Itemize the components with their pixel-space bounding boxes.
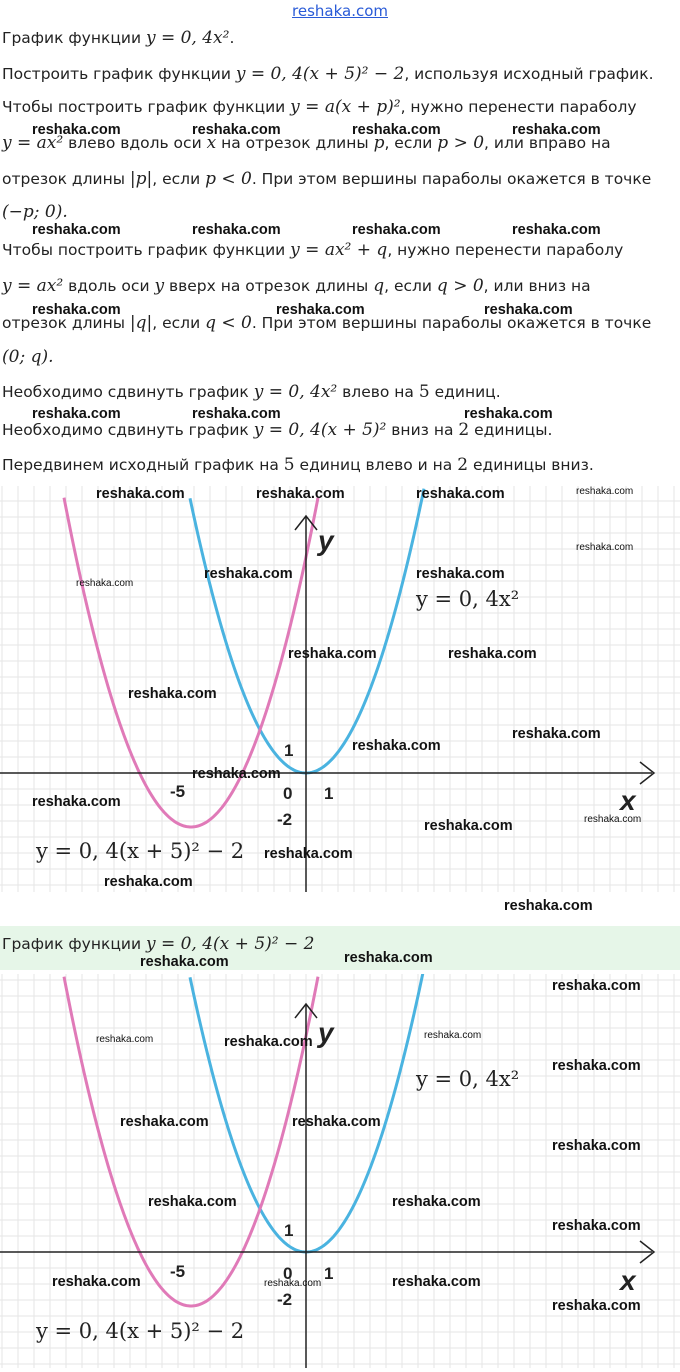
tick-label-1-y: 1 <box>284 1221 294 1240</box>
text-fragment: , если <box>384 134 438 152</box>
watermark-text: reshaka.com <box>512 222 601 238</box>
watermark-text: reshaka.com <box>416 486 505 502</box>
text-fragment: Передвинем исходный график на <box>2 456 284 474</box>
watermark-text: reshaka.com <box>96 486 185 502</box>
text-line-8 <box>2 276 678 296</box>
math-fragment: y = a(x + p)² <box>290 97 401 117</box>
watermark-text: reshaka.com <box>552 1138 641 1154</box>
watermark-text: reshaka.com <box>32 302 121 318</box>
math-fragment: y = 0, 4(x + 5)² <box>253 420 387 440</box>
text-fragment: отрезок длины <box>2 314 130 332</box>
math-fragment: 5 <box>283 455 295 475</box>
math-fragment: (−p; 0). <box>2 202 68 222</box>
watermark-text: reshaka.com <box>512 122 601 138</box>
x-axis-label: x <box>620 785 636 816</box>
watermark-text: reshaka.com <box>192 406 281 422</box>
watermark-text: reshaka.com <box>224 1034 313 1050</box>
watermark-text: reshaka.com <box>484 302 573 318</box>
text-line-11 <box>2 382 678 402</box>
text-line-1 <box>2 28 678 48</box>
text-fragment: . <box>229 29 235 47</box>
watermark-text: reshaka.com <box>576 486 634 497</box>
math-fragment: p < 0 <box>205 169 252 189</box>
tick-label-1-x: 1 <box>324 1264 334 1283</box>
watermark-text: reshaka.com <box>292 1114 381 1130</box>
text-fragment: единицы вниз. <box>468 456 594 474</box>
text-line-6 <box>2 202 678 222</box>
text-line-7 <box>2 240 678 260</box>
text-fragment: отрезок длины <box>2 170 130 188</box>
pink-parabola-label: y = 0, 4(x + 5)² − 2 <box>36 1319 245 1343</box>
text-line-12 <box>2 420 678 440</box>
text-line-3 <box>2 97 678 117</box>
answer-box <box>0 926 680 970</box>
watermark-text: reshaka.com <box>392 1194 481 1210</box>
watermark-text: reshaka.com <box>424 1030 482 1041</box>
text-fragment: , или вправо на <box>484 134 611 152</box>
y-axis-label: y <box>318 525 334 556</box>
math-fragment: 2 <box>458 420 470 440</box>
math-fragment: (0; q). <box>2 347 54 367</box>
text-fragment: на отрезок длины <box>216 134 374 152</box>
math-fragment: y = 0, 4(x + 5)² − 2 <box>235 64 405 84</box>
math-fragment: |p| <box>129 169 153 189</box>
math-fragment: 2 <box>457 455 469 475</box>
y-axis-label: y <box>318 1017 334 1048</box>
answer-text <box>2 934 678 954</box>
watermark-text: reshaka.com <box>512 726 601 742</box>
watermark-text: reshaka.com <box>552 1218 641 1234</box>
math-fragment: p <box>373 133 385 153</box>
text-line-2 <box>2 64 678 84</box>
text-fragment: Чтобы построить график функции <box>2 241 291 259</box>
watermark-text: reshaka.com <box>148 1194 237 1210</box>
text-fragment: вверх на отрезок длины <box>164 277 374 295</box>
tick-label-minus-2: -2 <box>277 1290 293 1309</box>
math-fragment: y = 0, 4(x + 5)² − 2 <box>145 934 315 954</box>
watermark-text: reshaka.com <box>128 686 217 702</box>
watermark-text: reshaka.com <box>104 874 193 890</box>
parabola-blue <box>190 489 424 773</box>
text-fragment: влево на <box>337 383 419 401</box>
x-axis-label: x <box>620 1265 636 1296</box>
watermark-text: reshaka.com <box>464 406 553 422</box>
watermark-text: reshaka.com <box>576 542 634 553</box>
watermark-text: reshaka.com <box>76 578 134 589</box>
math-fragment: y = ax² <box>2 133 64 153</box>
parabola-pink <box>64 977 318 1306</box>
origin-label: 0 <box>283 1264 293 1283</box>
text-fragment: График функции <box>2 29 146 47</box>
watermark-text: reshaka.com <box>256 486 345 502</box>
text-fragment: , если <box>152 170 206 188</box>
watermark-text: reshaka.com <box>192 766 281 782</box>
math-fragment: y = 0, 4x² <box>145 28 230 48</box>
watermark-text: reshaka.com <box>288 646 377 662</box>
math-fragment: q > 0 <box>436 276 484 296</box>
watermark-text: reshaka.com <box>32 406 121 422</box>
text-fragment: Построить график функции <box>2 65 236 83</box>
watermark-text: reshaka.com <box>344 950 433 966</box>
text-fragment: , если <box>384 277 437 295</box>
text-fragment: Чтобы построить график функции <box>2 98 291 116</box>
text-line-10 <box>2 347 678 367</box>
math-fragment: q <box>373 276 385 296</box>
tick-label-minus-2: -2 <box>277 810 293 829</box>
watermark-text: reshaka.com <box>192 222 281 238</box>
parabola-blue <box>190 974 424 1252</box>
blue-parabola-label: y = 0, 4x² <box>416 1067 520 1091</box>
watermark-text: reshaka.com <box>352 122 441 138</box>
text-fragment: вдоль оси <box>63 277 155 295</box>
watermark-text: reshaka.com <box>204 566 293 582</box>
watermark-text: reshaka.com <box>276 302 365 318</box>
text-fragment: Необходимо сдвинуть график <box>2 421 254 439</box>
origin-label: 0 <box>283 784 293 803</box>
watermark-text: reshaka.com <box>552 1058 641 1074</box>
text-fragment: влево вдоль оси <box>63 134 207 152</box>
math-fragment: y = ax² + q <box>290 240 388 260</box>
math-fragment: y = 0, 4x² <box>253 382 338 402</box>
watermark-text: reshaka.com <box>96 1034 154 1045</box>
watermark-text: reshaka.com <box>416 566 505 582</box>
pink-parabola-label: y = 0, 4(x + 5)² − 2 <box>36 839 245 863</box>
watermark-text: reshaka.com <box>264 846 353 862</box>
math-fragment: y = ax² <box>2 276 64 296</box>
watermark-text: reshaka.com <box>32 794 121 810</box>
watermark-text: reshaka.com <box>552 1298 641 1314</box>
math-fragment: |q| <box>129 313 153 333</box>
watermark-text: reshaka.com <box>504 898 593 914</box>
math-fragment: q < 0 <box>205 313 252 333</box>
watermark-text: reshaka.com <box>392 1274 481 1290</box>
labels <box>35 525 637 863</box>
text-fragment: вниз на <box>386 421 459 439</box>
text-fragment: , нужно перенести параболу <box>387 241 624 259</box>
tick-label-1-y: 1 <box>284 741 294 760</box>
watermark-text: reshaka.com <box>32 122 121 138</box>
text-line-13 <box>2 455 678 475</box>
text-fragment: , или вниз на <box>483 277 591 295</box>
watermark-text: reshaka.com <box>552 978 641 994</box>
watermark-text: reshaka.com <box>32 222 121 238</box>
math-fragment: x <box>206 133 217 153</box>
watermark-text: reshaka.com <box>120 1114 209 1130</box>
tick-label-minus-5: -5 <box>170 1262 186 1281</box>
text-fragment: . При этом вершины параболы окажется в точке <box>251 314 652 332</box>
text-fragment: График функции <box>2 935 146 953</box>
blue-parabola-label: y = 0, 4x² <box>416 587 520 611</box>
site-link[interactable]: reshaka.com <box>292 2 388 20</box>
text-fragment: единицы. <box>469 421 553 439</box>
text-fragment: , используя исходный график. <box>404 65 654 83</box>
text-fragment: , нужно перенести параболу <box>400 98 637 116</box>
watermark-text: reshaka.com <box>52 1274 141 1290</box>
watermark-text: reshaka.com <box>352 738 441 754</box>
labels <box>35 1017 637 1343</box>
math-fragment: 5 <box>418 382 430 402</box>
text-line-5 <box>2 169 678 189</box>
tick-label-minus-5: -5 <box>170 782 186 801</box>
watermark-text: reshaka.com <box>264 1278 322 1289</box>
watermark-text: reshaka.com <box>140 954 229 970</box>
watermark-text: reshaka.com <box>424 818 513 834</box>
text-fragment: , если <box>152 314 206 332</box>
math-fragment: p > 0 <box>437 133 485 153</box>
watermark-text: reshaka.com <box>192 122 281 138</box>
watermark-text: reshaka.com <box>352 222 441 238</box>
watermark-text: reshaka.com <box>584 814 642 825</box>
text-fragment: единиц влево и на <box>294 456 458 474</box>
tick-label-1-x: 1 <box>324 784 334 803</box>
text-fragment: единиц. <box>429 383 501 401</box>
text-fragment: . При этом вершины параболы окажется в точке <box>251 170 652 188</box>
math-fragment: y <box>154 276 165 296</box>
text-fragment: Необходимо сдвинуть график <box>2 383 254 401</box>
watermark-text: reshaka.com <box>448 646 537 662</box>
